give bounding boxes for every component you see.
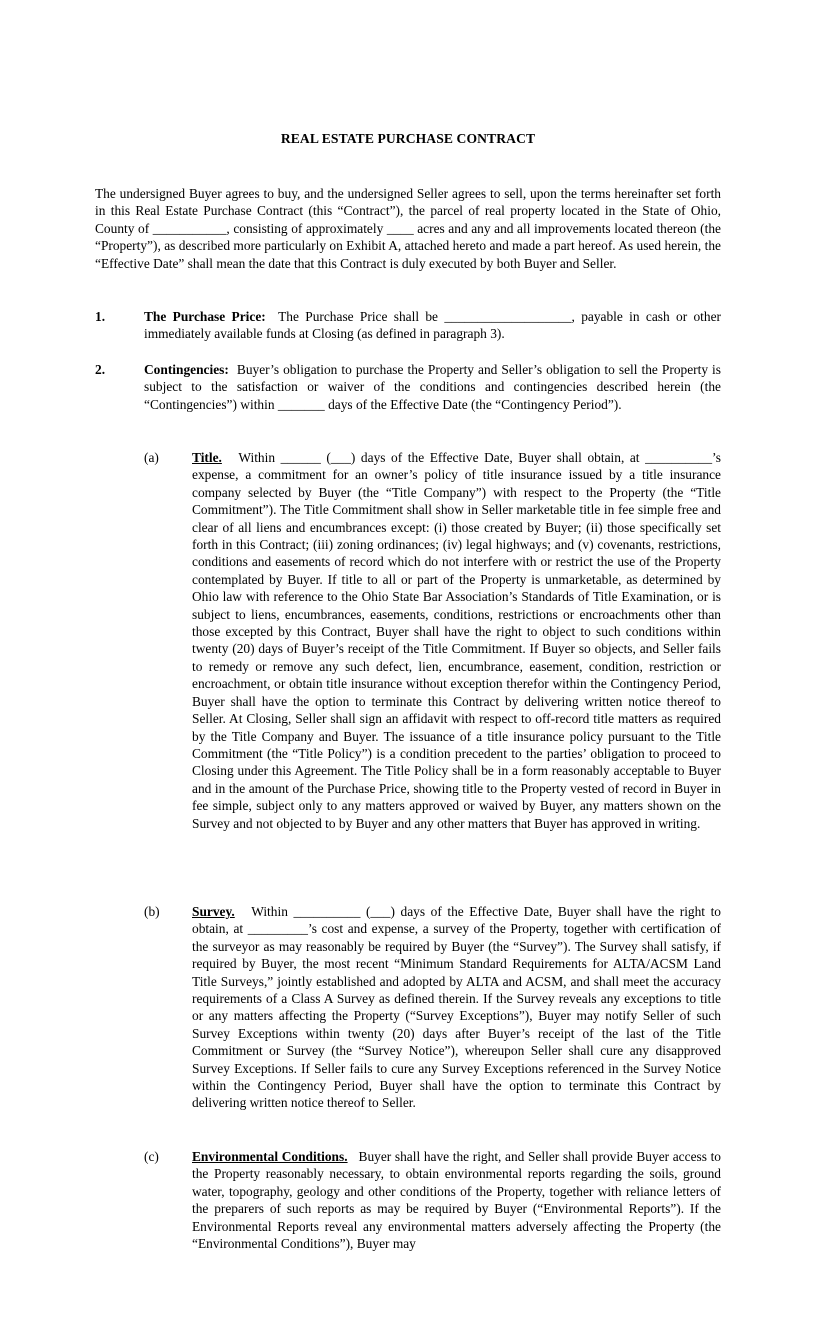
- document-title: REAL ESTATE PURCHASE CONTRACT: [280, 131, 536, 146]
- subsection-survey: [144, 903, 721, 1112]
- subsection-title: [144, 449, 721, 832]
- subsection-heading: Survey.: [192, 904, 235, 919]
- intro-paragraph: The undersigned Buyer agrees to buy, and the undersigned Seller agrees to sell, upon the terms hereinafter set forth in this Real Estate Purchase Contract (this “Contract”), the parcel of real property located in the State of Ohio, County of ___________, consisting of approximately ____ acres and any and all improvements located thereon (the “Property”), as described more particularly on Exhibit A, attached hereto and made a part hereof. As used herein, the “Effective Date” shall mean the date that this Contract is duly executed by both Buyer and Seller.: [95, 186, 721, 271]
- section-text: The Purchase Price shall be ___________________, payable in cash or other immediately available funds at Closing (as defined in paragraph 3).: [144, 309, 721, 342]
- subsection-letter: (b): [144, 904, 160, 919]
- section-heading: Contingencies:: [144, 362, 229, 377]
- section-text: Buyer’s obligation to purchase the Property and Seller’s obligation to sell the Property is subject to the satisfaction or waiver of the conditions and contingencies described herein (the “Contingencies”) within _______ days of the Effective Date (the “Contingency Period”).: [144, 362, 721, 412]
- subsection-text: Within ______ (___) days of the Effective Date, Buyer shall obtain, at __________’s expense, a commitment for an owner’s policy of title insurance issued by a title insurance company selected by Buyer (the “Title Company”) with respect to the Property (the “Title Commitment”). The Title Commitment shall show in Seller marketable title in fee simple free and clear of all liens and encumbrances except: (i) those created by Buyer; (ii) those specifically set forth in this Contract; (iii) zoning ordinances; (iv) legal highways; and (v) covenants, restrictions, conditions and easements of record which do not interfere with or restrict the use of the Property contemplated by Buyer. If title to all or part of the Property is unmarketable, as determined by Ohio law with reference to the Ohio State Bar Association’s Standards of Title Examination, or is subject to liens, encumbrances, easements, conditions, restrictions or encroachments other than those excepted by this Contract, Buyer shall have the right to object to such conditions within twenty (20) days of Buyer’s receipt of the Title Commitment. If Buyer so objects, and Seller fails to remedy or remove any such defect, lien, encumbrance, easement, condition, restriction or encroachment, or obtain title insurance without exception therefor within the Contingency Period, Buyer shall have the option to terminate this Contract by delivering written notice thereof to Seller. At Closing, Seller shall sign an affidavit with respect to off-record title matters as required by the Title Company and Buyer. The issuance of a title insurance policy pursuant to the Title Commitment (the “Title Policy”) is a condition precedent to the parties’ obligation to proceed to Closing under this Agreement. The Title Policy shall be in a form reasonably acceptable to Buyer and in the amount of the Purchase Price, showing title to the Property vested of record in Buyer in fee simple, subject only to any matters approved or waived by Buyer, any matters shown on the Survey and not objected to by Buyer and any other matters that Buyer has approved in writing.: [192, 450, 721, 831]
- section-heading: The Purchase Price:: [144, 309, 266, 324]
- subsection-heading: Environmental Conditions.: [192, 1149, 348, 1164]
- subsection-text: Within __________ (___) days of the Effective Date, Buyer shall have the right to obtain, at _________’s cost and expense, a survey of the Property, together with certification of the surveyor as may reasonably be required by Buyer (the “Survey”). The Survey shall satisfy, if required by Buyer, the most recent “Minimum Standard Requirements for ALTA/ACSM Land Title Surveys,” jointly established and adopted by ALTA and ACSM, and shall meet the accuracy requirements of a Class A Survey as defined therein. If the Survey reveals any exceptions to title or any matters affecting the Property (“Survey Exceptions”), Buyer may notify Seller of such Survey Exceptions within twenty (20) days after Buyer’s receipt of the last of the Title Commitment or Survey (the “Survey Notice”), whereupon Seller shall cure any disapproved Survey Exceptions. If Seller fails to cure any Survey Exceptions referenced in the Survey Notice within the Contingency Period, Buyer shall have the option to terminate this Contract by delivering written notice thereof to Seller.: [192, 904, 721, 1111]
- subsection-text: Buyer shall have the right, and Seller shall provide Buyer access to the Property reasonably necessary, to obtain environmental reports regarding the soils, ground water, topography, geology and other conditions of the Property, together with reliance letters of the preparers of such reports as may be required by Buyer (“Environmental Reports”). If the Environmental Reports reveal any environmental matters adversely affecting the Property (the “Environmental Conditions”), Buyer may: [192, 1149, 721, 1252]
- section-number: 1.: [95, 309, 106, 324]
- section-contingencies: [95, 361, 721, 413]
- subsection-letter: (a): [144, 450, 159, 465]
- subsection-environmental: [144, 1148, 721, 1252]
- subsection-heading: Title.: [192, 450, 222, 465]
- subsection-letter: (c): [144, 1149, 159, 1164]
- section-number: 2.: [95, 362, 106, 377]
- section-purchase-price: [95, 308, 721, 343]
